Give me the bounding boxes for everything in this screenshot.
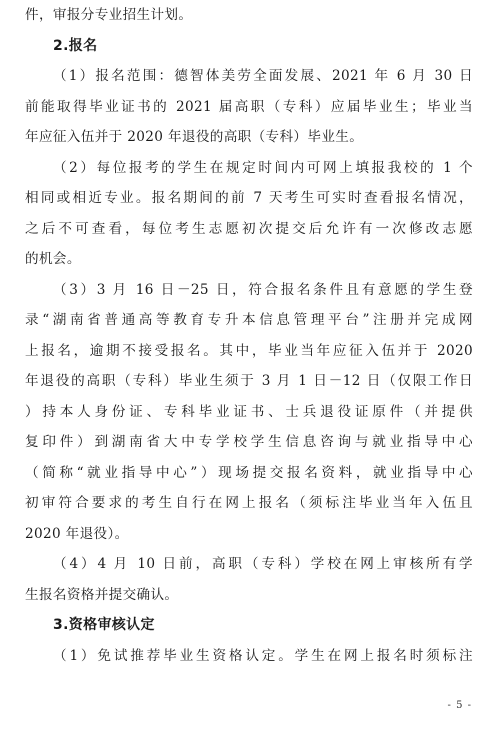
- paragraph-line: 上报名，逾期不接受报名。其中，毕业当年应征入伍并于 2020: [25, 342, 473, 359]
- paragraph-first-line: （1）报名范围：德智体美劳全面发展、2021 年 6 月 30 日: [53, 68, 473, 84]
- paragraph-first-line: （1）免试推荐毕业生资格认定。学生在网上报名时须标注: [53, 647, 473, 664]
- paragraph-line: 年退役的高职（专科）毕业生须于 3 月 1 日－12 日（仅限工作日: [25, 373, 473, 389]
- paragraph-first-line: （3）3 月 16 日－25 日，符合报名条件且有意愿的学生登: [53, 281, 473, 298]
- paragraph-line: 年应征入伍并于 2020 年退役的高职（专科）毕业生。: [25, 129, 364, 145]
- paragraph-line: 前能取得毕业证书的 2021 届高职（专科）应届毕业生；毕业当: [25, 98, 473, 115]
- paragraph-line: 初审符合要求的考生自行在网上报名（须标注毕业当年入伍且: [25, 495, 473, 511]
- paragraph-first-line: （2）每位报考的学生在规定时间内可网上填报我校的 1 个: [53, 159, 473, 176]
- paragraph-line: 件，审报分专业招生计划。: [25, 7, 193, 23]
- paragraph-line: 之后不可查看，每位考生志愿初次提交后允许有一次修改志愿: [25, 220, 473, 237]
- document-body: [25, 0, 473, 671]
- paragraph-line: ）持本人身份证、专科毕业证书、士兵退役证原件（并提供: [25, 403, 473, 420]
- document-page: [25, 0, 473, 671]
- paragraph-line: 2020 年退役）。: [25, 525, 129, 542]
- paragraph-line: （简称“就业指导中心”）现场提交报名资料，就业指导中心: [25, 464, 473, 481]
- section-heading: 2.报名: [53, 37, 98, 54]
- page-number: - 5 -: [447, 700, 472, 711]
- paragraph-line: 复印件）到湖南省大中专学校学生信息咨询与就业指导中心: [25, 434, 473, 450]
- section-heading: 3.资格审核认定: [53, 617, 155, 633]
- paragraph-line: 录“湖南省普通高等教育专升本信息管理平台”注册并完成网: [25, 312, 473, 328]
- paragraph-first-line: （4）4 月 10 日前，高职（专科）学校在网上审核所有学: [53, 556, 473, 572]
- paragraph-line: 生报名资格并提交确认。: [25, 586, 179, 603]
- paragraph-line: 的机会。: [25, 251, 81, 267]
- paragraph-line: 相同或相近专业。报名期间的前 7 天考生可实时查看报名情况，: [25, 190, 473, 206]
